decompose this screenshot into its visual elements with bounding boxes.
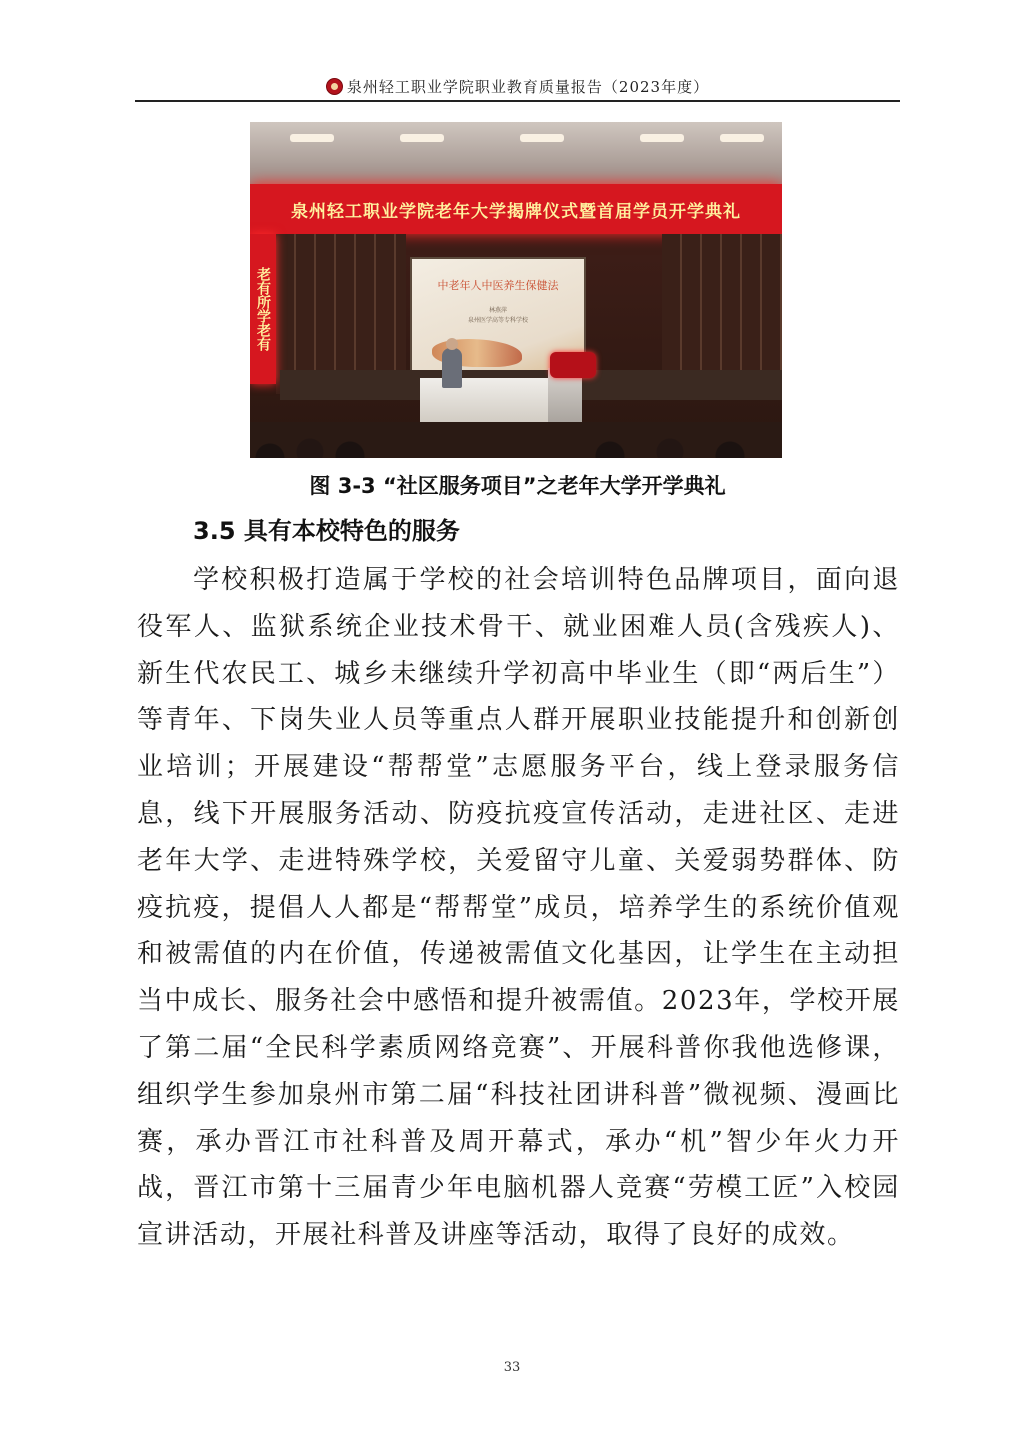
section-heading: 3.5 具有本校特色的服务: [193, 517, 460, 545]
screen-title: 中老年人中医养生保健法: [437, 279, 559, 292]
school-logo-icon: [326, 78, 343, 95]
page-header: [135, 72, 900, 102]
red-plaque: [550, 352, 596, 378]
header-title: 泉州轻工职业学院职业教育质量报告（2023年度）: [346, 77, 710, 96]
page-number: 33: [503, 1360, 521, 1375]
side-led-banner: 老有所学老有: [250, 234, 276, 384]
screen-institution: 泉州医学高等专科学校: [467, 317, 528, 324]
ceiling: [250, 122, 782, 184]
figure-caption: 图 3-3 “社区服务项目”之老年大学开学典礼: [309, 474, 726, 498]
ceremony-photo: [250, 122, 782, 458]
speaker-figure: [442, 348, 462, 388]
body-paragraph: 学校积极打造属于学校的社会培训特色品牌项目，面向退役军人、监狱系统企业技术骨干、就业困难人员(含残疾人)、新生代农民工、城乡未继续升学初高中毕业生（即“两后生”）等青年、下岗失业人员等重点人群开展职业技能提升和创新创业培训；开展建设“帮帮堂”志愿服务平台，线上登录服务信息，线下开展服务活动、防疫抗疫宣传活动，走进社区、走进老年大学、走进特殊学校，关爱留守儿童、关爱弱势群体、防疫抗疫，提倡人人都是“帮帮堂”成员，培养学生的系统价值观和被需值的内在价值，传递被需值文化基因，让学生在主动担当中成长、服务社会中感悟和提升被需值。2023年，学校开展了第二届“全民科学素质网络竞赛”、开展科普你我他选修课，组织学生参加泉州市第二届“科技社团讲科普”微视频、漫画比赛，承办晋江市社科普及周开幕式，承办“机”智少年火力开战，晋江市第十三届青少年电脑机器人竞赛“劳模工匠”入校园宣讲活动，开展社科普及讲座等活动，取得了良好的成效。: [137, 565, 900, 1251]
led-banner: 泉州轻工职业学院老年大学揭牌仪式暨首届学员开学典礼: [250, 184, 782, 234]
audience: [250, 422, 782, 458]
screen-presenter: 林燕萍: [488, 307, 507, 314]
